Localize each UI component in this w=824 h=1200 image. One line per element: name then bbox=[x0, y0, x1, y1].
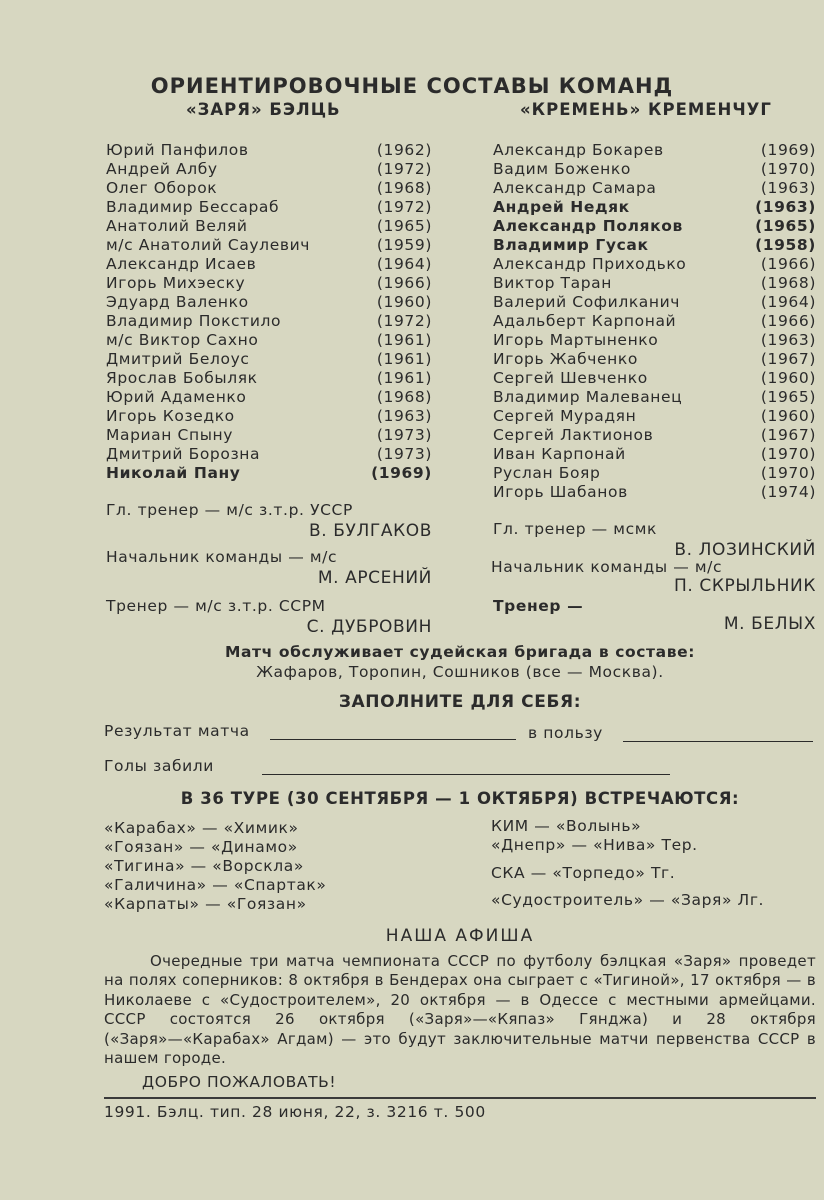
fixture-item: «Днепр» — «Нива» Тер. bbox=[491, 836, 698, 854]
left-coach-label: Гл. тренер — м/с з.т.р. УССР bbox=[106, 501, 353, 519]
player-year: (1963) bbox=[755, 198, 816, 216]
player-year: (1963) bbox=[376, 407, 432, 425]
player-name: Владимир Покстило bbox=[106, 312, 282, 330]
right-trainer-label: Тренер — bbox=[493, 597, 584, 615]
page-title: ОРИЕНТИРОВОЧНЫЕ СОСТАВЫ КОМАНД bbox=[150, 74, 674, 98]
player-row bbox=[106, 312, 432, 331]
player-year: (1965) bbox=[376, 217, 432, 235]
right-chief-label: Начальник команды — м/с bbox=[491, 558, 723, 576]
player-name: Анатолий Веляй bbox=[106, 217, 248, 235]
fixture-item: «Карпаты» — «Гоязан» bbox=[104, 895, 307, 913]
player-name: Александр Исаев bbox=[106, 255, 257, 273]
player-year: (1969) bbox=[760, 141, 816, 159]
team-left-heading: «ЗАРЯ» БЭЛЦЬ bbox=[186, 100, 341, 119]
player-name: Вадим Боженко bbox=[493, 160, 631, 178]
player-year: (1965) bbox=[760, 388, 816, 406]
player-name: Сергей Лактионов bbox=[493, 426, 654, 444]
player-year: (1972) bbox=[376, 160, 432, 178]
player-name: Владимир Бессараб bbox=[106, 198, 280, 216]
left-roster bbox=[106, 141, 432, 483]
player-row bbox=[493, 464, 816, 483]
player-row bbox=[493, 293, 816, 312]
player-row bbox=[106, 274, 432, 293]
player-name: Владимир Гусак bbox=[493, 236, 649, 254]
player-year: (1968) bbox=[376, 179, 432, 197]
player-row bbox=[106, 179, 432, 198]
player-row bbox=[493, 350, 816, 369]
welcome-text: ДОБРО ПОЖАЛОВАТЬ! bbox=[142, 1073, 337, 1091]
player-year: (1960) bbox=[760, 407, 816, 425]
player-row bbox=[493, 274, 816, 293]
player-name: Игорь Мартыненко bbox=[493, 331, 659, 349]
goals-label: Голы забили bbox=[104, 757, 214, 775]
player-year: (1960) bbox=[376, 293, 432, 311]
player-year: (1961) bbox=[376, 369, 432, 387]
in-favor-label: в пользу bbox=[528, 724, 603, 742]
afisha-heading: НАША АФИША bbox=[385, 926, 535, 946]
player-row bbox=[493, 236, 816, 255]
player-name: Александр Самара bbox=[493, 179, 657, 197]
in-favor-blank[interactable] bbox=[623, 741, 813, 742]
player-row bbox=[106, 236, 432, 255]
left-trainer-label: Тренер — м/с з.т.р. ССРМ bbox=[106, 597, 326, 615]
player-row bbox=[493, 198, 816, 217]
player-year: (1961) bbox=[376, 331, 432, 349]
player-row bbox=[106, 350, 432, 369]
player-name: Ярослав Бобыляк bbox=[106, 369, 258, 387]
player-name: Андрей Недяк bbox=[493, 198, 630, 216]
player-name: Виктор Таран bbox=[493, 274, 612, 292]
player-year: (1972) bbox=[376, 198, 432, 216]
player-row bbox=[106, 445, 432, 464]
player-row bbox=[493, 312, 816, 331]
player-row bbox=[493, 483, 816, 502]
fixture-item: «Тигина» — «Ворскла» bbox=[104, 857, 304, 875]
fixture-item: «Гоязан» — «Динамо» bbox=[104, 838, 298, 856]
player-row bbox=[106, 407, 432, 426]
left-chief-label: Начальник команды — м/с bbox=[106, 548, 338, 566]
player-year: (1965) bbox=[755, 217, 816, 235]
player-year: (1959) bbox=[376, 236, 432, 254]
player-name: Андрей Албу bbox=[106, 160, 218, 178]
divider bbox=[104, 1097, 816, 1099]
result-blank[interactable] bbox=[270, 739, 516, 740]
player-row bbox=[106, 217, 432, 236]
player-name: Дмитрий Борозна bbox=[106, 445, 261, 463]
team-right-heading: «КРЕМЕНЬ» КРЕМЕНЧУГ bbox=[520, 100, 772, 119]
player-year: (1968) bbox=[760, 274, 816, 292]
fixture-item: «Судостроитель» — «Заря» Лг. bbox=[491, 891, 765, 909]
player-name: Эдуард Валенко bbox=[106, 293, 249, 311]
player-row bbox=[493, 369, 816, 388]
player-name: Александр Приходько bbox=[493, 255, 687, 273]
player-name: Игорь Шабанов bbox=[493, 483, 628, 501]
fixture-item: СКА — «Торпедо» Тг. bbox=[491, 864, 676, 882]
player-year: (1968) bbox=[376, 388, 432, 406]
player-row bbox=[106, 464, 432, 483]
player-year: (1964) bbox=[760, 293, 816, 311]
player-name: Валерий Софилканич bbox=[493, 293, 681, 311]
result-label: Результат матча bbox=[104, 722, 250, 740]
fixture-item: «Карабах» — «Химик» bbox=[104, 819, 299, 837]
player-year: (1967) bbox=[760, 350, 816, 368]
left-chief-name: М. АРСЕНИЙ bbox=[317, 568, 432, 588]
player-row bbox=[106, 293, 432, 312]
player-name: Сергей Шевченко bbox=[493, 369, 648, 387]
player-year: (1966) bbox=[760, 255, 816, 273]
player-year: (1974) bbox=[760, 483, 816, 501]
player-row bbox=[106, 160, 432, 179]
referee-names: Жафаров, Торопин, Сошников (все — Москва). bbox=[256, 663, 664, 681]
player-name: м/с Анатолий Саулевич bbox=[106, 236, 310, 254]
player-year: (1961) bbox=[376, 350, 432, 368]
player-row bbox=[493, 388, 816, 407]
fixture-item: КИМ — «Волынь» bbox=[491, 817, 642, 835]
player-name: Сергей Мурадян bbox=[493, 407, 637, 425]
player-year: (1973) bbox=[376, 445, 432, 463]
player-row bbox=[493, 331, 816, 350]
goals-blank[interactable] bbox=[262, 774, 670, 775]
player-row bbox=[493, 445, 816, 464]
player-year: (1963) bbox=[760, 331, 816, 349]
player-name: Игорь Козедко bbox=[106, 407, 235, 425]
player-name: м/с Виктор Сахно bbox=[106, 331, 259, 349]
player-year: (1967) bbox=[760, 426, 816, 444]
afisha-text: Очередные три матча чемпионата СССР по футболу бэлцкая «Заря» проведет на полях соперников: 8 октября в Бендерах она сыграет с «Тигиной», 17 октября — в Николаеве с «Судостроителем», 20 октября — в Одессе с местными армейцами. СССР состоятся 26 октября («Заря»—«Кяпаз» Гянджа) и 28 октября («Заря»—«Карабах» Агдам) — это будут заключительные матчи первенства СССР в нашем городе. bbox=[104, 952, 816, 1068]
fill-heading: ЗАПОЛНИТЕ ДЛЯ СЕБЯ: bbox=[338, 692, 582, 712]
player-name: Александр Поляков bbox=[493, 217, 683, 235]
right-coach-label: Гл. тренер — мсмк bbox=[493, 520, 657, 538]
player-year: (1964) bbox=[376, 255, 432, 273]
player-name: Николай Пану bbox=[106, 464, 241, 482]
left-trainer-name: С. ДУБРОВИН bbox=[306, 617, 432, 637]
player-year: (1958) bbox=[755, 236, 816, 254]
player-year: (1970) bbox=[760, 445, 816, 463]
player-row bbox=[493, 426, 816, 445]
player-name: Александр Бокарев bbox=[493, 141, 664, 159]
player-name: Иван Карпонай bbox=[493, 445, 626, 463]
player-name: Адальберт Карпонай bbox=[493, 312, 677, 330]
player-year: (1963) bbox=[760, 179, 816, 197]
right-chief-name: П. СКРЫЛЬНИК bbox=[674, 576, 816, 596]
player-year: (1970) bbox=[760, 464, 816, 482]
player-name: Юрий Панфилов bbox=[106, 141, 249, 159]
player-name: Руслан Бояр bbox=[493, 464, 601, 482]
player-name: Игорь Жабченко bbox=[493, 350, 638, 368]
imprint: 1991. Бэлц. тип. 28 июня, 22, з. 3216 т. 500 bbox=[104, 1103, 486, 1121]
player-name: Юрий Адаменко bbox=[106, 388, 247, 406]
player-row bbox=[493, 407, 816, 426]
player-row bbox=[493, 255, 816, 274]
player-year: (1962) bbox=[376, 141, 432, 159]
player-year: (1970) bbox=[760, 160, 816, 178]
player-row bbox=[493, 179, 816, 198]
player-name: Владимир Малеванец bbox=[493, 388, 683, 406]
player-row bbox=[493, 217, 816, 236]
player-row bbox=[493, 141, 816, 160]
right-coach-name: В. ЛОЗИНСКИЙ bbox=[674, 540, 816, 560]
player-name: Мариан Спыну bbox=[106, 426, 234, 444]
referee-heading: Матч обслуживает судейская бригада в составе: bbox=[224, 643, 696, 661]
player-name: Дмитрий Белоус bbox=[106, 350, 250, 368]
right-roster bbox=[493, 141, 816, 502]
round-heading: В 36 ТУРЕ (30 СЕНТЯБРЯ — 1 ОКТЯБРЯ) ВСТРЕЧАЮТСЯ: bbox=[180, 789, 740, 808]
player-row bbox=[106, 426, 432, 445]
player-name: Олег Оборок bbox=[106, 179, 218, 197]
player-row bbox=[106, 141, 432, 160]
right-trainer-name: М. БЕЛЫХ bbox=[723, 614, 816, 634]
player-year: (1960) bbox=[760, 369, 816, 387]
player-row bbox=[106, 388, 432, 407]
left-coach-name: В. БУЛГАКОВ bbox=[309, 521, 432, 541]
player-year: (1969) bbox=[371, 464, 432, 482]
player-name: Игорь Михэеску bbox=[106, 274, 246, 292]
player-year: (1966) bbox=[760, 312, 816, 330]
player-row bbox=[493, 160, 816, 179]
fixture-item: «Галичина» — «Спартак» bbox=[104, 876, 327, 894]
player-row bbox=[106, 331, 432, 350]
player-year: (1972) bbox=[376, 312, 432, 330]
player-row bbox=[106, 369, 432, 388]
player-row bbox=[106, 198, 432, 217]
player-row bbox=[106, 255, 432, 274]
player-year: (1966) bbox=[376, 274, 432, 292]
player-year: (1973) bbox=[376, 426, 432, 444]
